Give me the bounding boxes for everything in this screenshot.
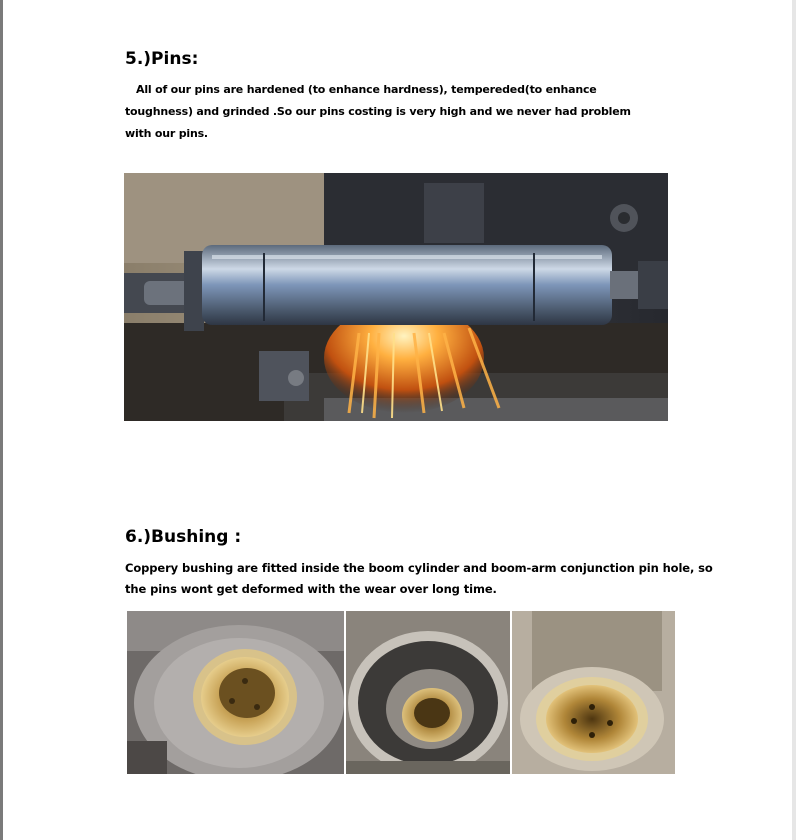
page-right-border bbox=[792, 0, 796, 840]
pin-grinding-photo bbox=[124, 173, 668, 421]
pins-text-line-3: with our pins. bbox=[125, 127, 208, 140]
bushing-photo-2 bbox=[346, 611, 510, 774]
bushing-text-line-2: the pins wont get deformed with the wear over long time. bbox=[125, 582, 497, 596]
pins-heading: 5.)Pins: bbox=[125, 49, 199, 69]
page-left-border bbox=[0, 0, 3, 840]
pins-text-line-1: All of our pins are hardened (to enhance hardness), tempereded(to enhance bbox=[136, 83, 597, 96]
bushing-photo-1 bbox=[127, 611, 344, 774]
pins-text-line-2: toughness) and grinded .So our pins costing is very high and we never had problem bbox=[125, 105, 631, 118]
bushing-heading: 6.)Bushing : bbox=[125, 527, 242, 547]
bushing-text-line-1: Coppery bushing are fitted inside the boom cylinder and boom-arm conjunction pin hole, so bbox=[125, 561, 713, 575]
bushing-photo-3 bbox=[512, 611, 675, 774]
